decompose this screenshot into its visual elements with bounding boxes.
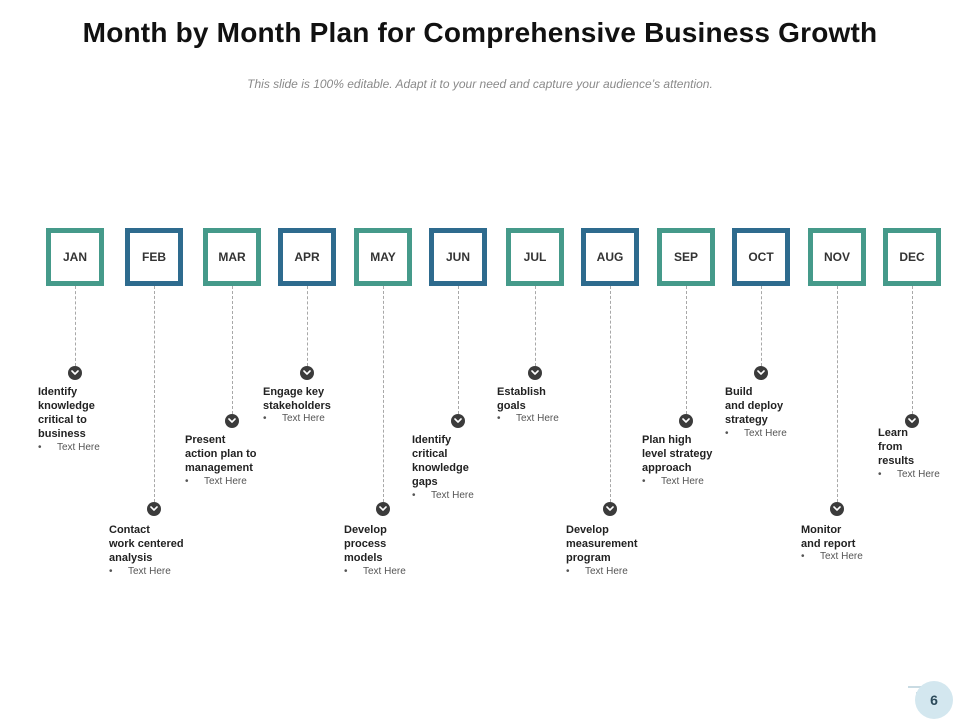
- connector-line-mar: [232, 286, 233, 414]
- connector-line-feb: [154, 286, 155, 502]
- task-bullet-nov: [801, 551, 863, 563]
- page-number: 6: [915, 681, 953, 719]
- connector-line-jan: [75, 286, 76, 366]
- task-bullet-sep: [642, 476, 704, 488]
- chevron-down-icon: [528, 366, 542, 380]
- chevron-down-icon: [225, 414, 239, 428]
- chevron-down-icon: [603, 502, 617, 516]
- task-label-jan: Identify knowledge critical to business: [38, 386, 95, 440]
- month-box-aug: AUG: [581, 228, 639, 286]
- bullet-dot: •: [497, 413, 501, 424]
- chevron-down-icon: [679, 414, 693, 428]
- task-bullet-feb: [109, 566, 171, 578]
- bullet-dot: •: [109, 566, 113, 577]
- bullet-text: Text Here: [431, 490, 474, 501]
- task-bullet-jul: [497, 413, 559, 425]
- task-label-nov: Monitor and report: [801, 524, 856, 550]
- connector-line-aug: [610, 286, 611, 502]
- month-box-mar: MAR: [203, 228, 261, 286]
- task-bullet-jan: [38, 442, 100, 454]
- task-bullet-jun: [412, 490, 474, 502]
- task-label-jul: Establish goals: [497, 386, 546, 412]
- chevron-down-icon: [451, 414, 465, 428]
- month-box-jan: JAN: [46, 228, 104, 286]
- connector-line-sep: [686, 286, 687, 414]
- bullet-text: Text Here: [363, 566, 406, 577]
- bullet-text: Text Here: [585, 566, 628, 577]
- bullet-dot: •: [566, 566, 570, 577]
- bullet-text: Text Here: [282, 413, 325, 424]
- bullet-text: Text Here: [661, 476, 704, 487]
- connector-line-may: [383, 286, 384, 502]
- month-box-feb: FEB: [125, 228, 183, 286]
- task-bullet-dec: [878, 469, 940, 481]
- month-box-dec: DEC: [883, 228, 941, 286]
- page-subtitle: This slide is 100% editable. Adapt it to your need and capture your audience’s attention.: [247, 77, 713, 91]
- task-bullet-mar: [185, 476, 247, 488]
- task-label-feb: Contact work centered analysis: [109, 524, 184, 564]
- bullet-text: Text Here: [744, 428, 787, 439]
- bullet-text: Text Here: [204, 476, 247, 487]
- chevron-down-icon: [754, 366, 768, 380]
- month-box-may: MAY: [354, 228, 412, 286]
- chevron-down-icon: [300, 366, 314, 380]
- task-bullet-apr: [263, 413, 325, 425]
- month-box-apr: APR: [278, 228, 336, 286]
- bullet-dot: •: [38, 442, 42, 453]
- task-label-mar: Present action plan to management: [185, 434, 257, 474]
- connector-line-nov: [837, 286, 838, 502]
- connector-line-oct: [761, 286, 762, 366]
- task-label-dec: Learn from results: [878, 427, 915, 467]
- task-bullet-may: [344, 566, 406, 578]
- month-box-jul: JUL: [506, 228, 564, 286]
- month-box-jun: JUN: [429, 228, 487, 286]
- bullet-dot: •: [801, 551, 805, 562]
- bullet-dot: •: [642, 476, 646, 487]
- bullet-dot: •: [263, 413, 267, 424]
- bullet-dot: •: [412, 490, 416, 501]
- month-box-sep: SEP: [657, 228, 715, 286]
- connector-line-jun: [458, 286, 459, 414]
- bullet-text: Text Here: [897, 469, 940, 480]
- month-box-oct: OCT: [732, 228, 790, 286]
- connector-line-dec: [912, 286, 913, 414]
- bullet-dot: •: [725, 428, 729, 439]
- task-label-apr: Engage key stakeholders: [263, 386, 331, 412]
- bullet-text: Text Here: [128, 566, 171, 577]
- task-label-may: Develop process models: [344, 524, 387, 564]
- bullet-text: Text Here: [516, 413, 559, 424]
- chevron-down-icon: [830, 502, 844, 516]
- task-bullet-oct: [725, 428, 787, 440]
- month-box-nov: NOV: [808, 228, 866, 286]
- connector-line-jul: [535, 286, 536, 366]
- task-label-aug: Develop measurement program: [566, 524, 638, 564]
- bullet-dot: •: [878, 469, 882, 480]
- page-title: Month by Month Plan for Comprehensive Business Growth: [82, 17, 878, 48]
- task-label-jun: Identify critical knowledge gaps: [412, 434, 469, 488]
- bullet-text: Text Here: [820, 551, 863, 562]
- chevron-down-icon: [147, 502, 161, 516]
- bullet-dot: •: [344, 566, 348, 577]
- bullet-dot: •: [185, 476, 189, 487]
- task-bullet-aug: [566, 566, 628, 578]
- chevron-down-icon: [376, 502, 390, 516]
- task-label-sep: Plan high level strategy approach: [642, 434, 713, 474]
- chevron-down-icon: [68, 366, 82, 380]
- bullet-text: Text Here: [57, 442, 100, 453]
- task-label-oct: Build and deploy strategy: [725, 386, 784, 426]
- connector-line-apr: [307, 286, 308, 366]
